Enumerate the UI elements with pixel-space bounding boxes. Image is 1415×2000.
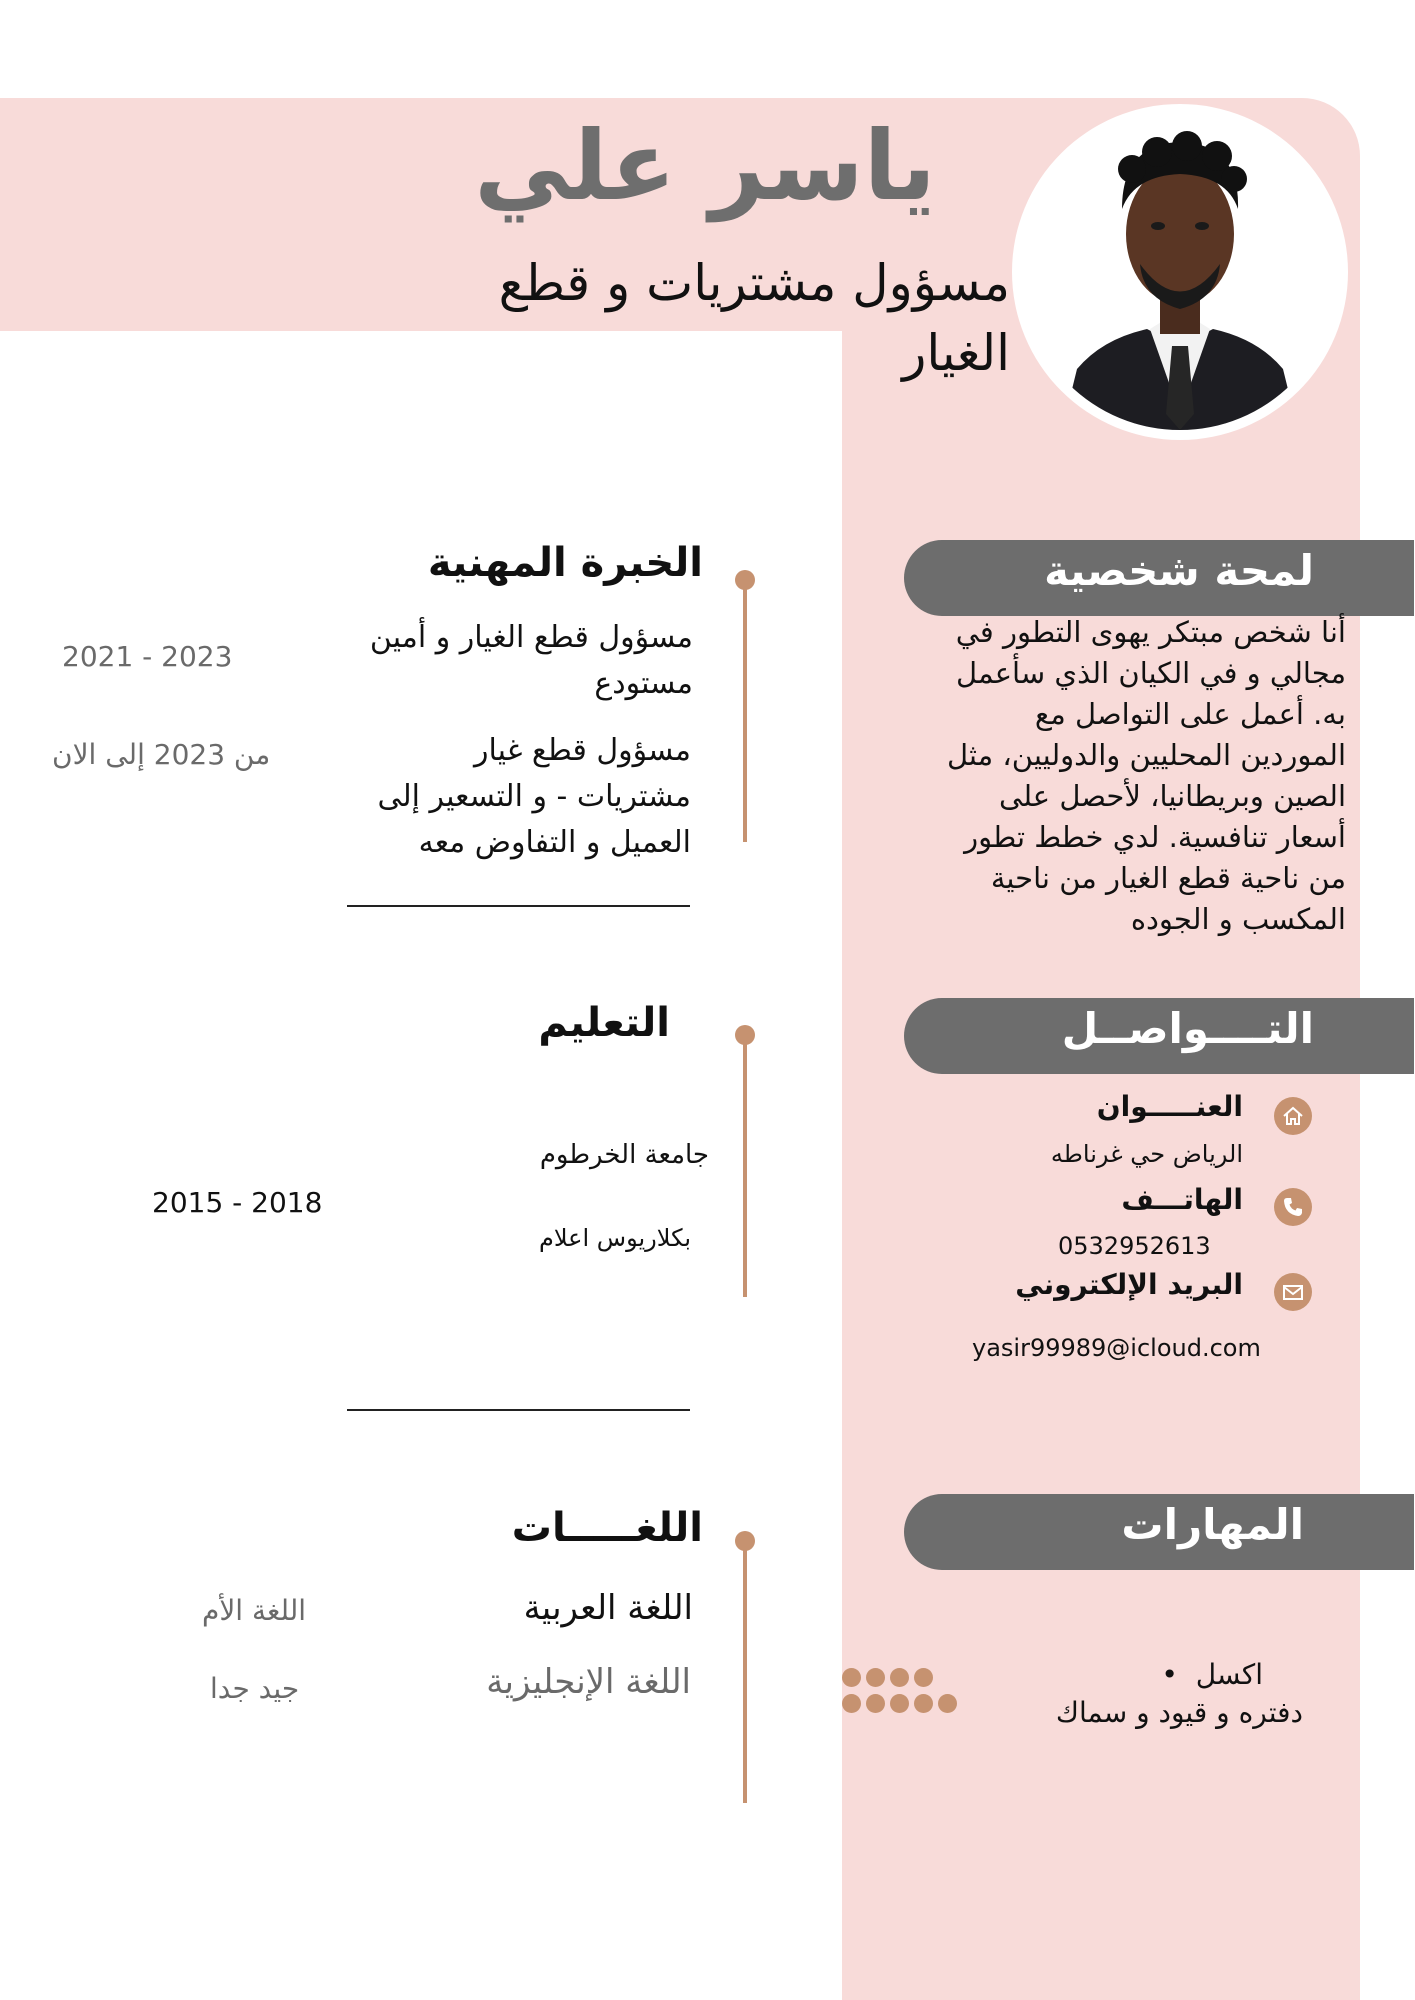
language-name: اللغة العربية	[523, 1588, 693, 1628]
email-icon	[1274, 1273, 1312, 1311]
phone-icon	[1274, 1188, 1312, 1226]
phone-label: الهاتـــف	[1121, 1183, 1243, 1216]
contact-heading-bar	[904, 998, 1414, 1074]
profile-heading: لمحة شخصية	[1044, 546, 1314, 595]
skills-list	[1055, 1656, 1303, 1732]
phone-value: 0532952613	[1058, 1232, 1211, 1260]
skills-heading: المهارات	[1121, 1500, 1304, 1549]
profile-photo	[1022, 114, 1338, 430]
candidate-name: ياسر علي	[474, 110, 936, 222]
divider	[347, 1409, 690, 1411]
experience-item-title: مسؤول قطع غيار مشتريات - و التسعير إلى العميل و التفاوض معه	[377, 733, 691, 860]
timeline-line	[743, 1035, 747, 1297]
home-icon	[1274, 1097, 1312, 1135]
email-label: البريد الإلكتروني	[1015, 1268, 1243, 1301]
email-value[interactable]: yasir99989@icloud.com	[972, 1334, 1261, 1362]
education-degree: بكلاريوس اعلام	[538, 1224, 691, 1252]
skill-item: اكسل •	[1161, 1658, 1263, 1691]
language-name: اللغة الإنجليزية	[486, 1662, 691, 1702]
education-school: جامعة الخرطوم	[539, 1140, 709, 1170]
experience-item-title: مسؤول قطع الغيار و أمين مستودع	[369, 620, 693, 701]
experience-heading: الخبرة المهنية	[427, 540, 703, 586]
profile-text: أنا شخص مبتكر يهوى التطور في مجالي و في الكيان الذي سأعمل به. أعمل على التواصل مع الموردين المحليين والدوليين، مثل الصين وبريطانيا، لأحصل على أسعار تنافسية. لدي خطط تطور من ناحية قطع الغيار من ناحية المكسب و الجوده	[946, 615, 1346, 936]
skill-item: دفتره و قيود و سماك	[1055, 1696, 1303, 1729]
profile-heading-bar	[904, 540, 1414, 616]
divider	[347, 905, 690, 907]
timeline-line	[743, 580, 747, 842]
timeline-line	[743, 1541, 747, 1803]
education-date: 2015 - 2018	[152, 1186, 323, 1219]
education-heading: التعليم	[538, 1000, 670, 1046]
languages-heading: اللغـــــات	[511, 1505, 703, 1551]
contact-heading: التــــواصــل	[1061, 1004, 1314, 1053]
experience-item-date: 2021 - 2023	[62, 640, 233, 673]
address-label: العنـــــوان	[1096, 1090, 1243, 1123]
job-title: مسؤول مشتريات و قطع الغيار	[498, 254, 1010, 382]
skills-heading-bar	[904, 1494, 1414, 1570]
language-level: جيد جدا	[210, 1672, 300, 1705]
language-level: اللغة الأم	[202, 1594, 307, 1627]
address-value: الرياض حي غرناطه	[1050, 1140, 1243, 1168]
experience-item-date: من 2023 إلى الان	[52, 738, 271, 771]
